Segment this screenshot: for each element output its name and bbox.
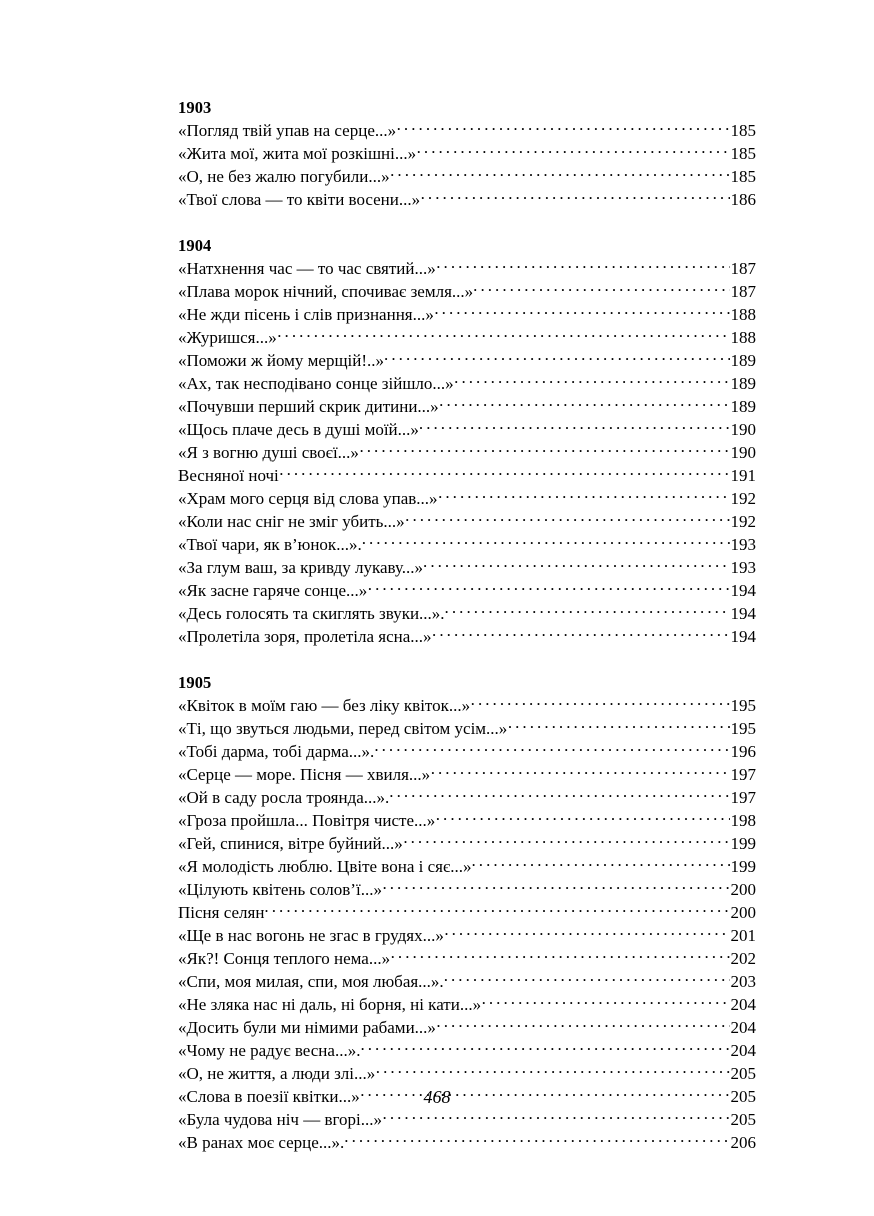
toc-entry[interactable] <box>178 280 756 303</box>
toc-entry-page-number: 196 <box>730 742 756 761</box>
toc-entry-page-number: 199 <box>730 857 756 876</box>
toc-dot-leader <box>436 1016 730 1033</box>
toc-entry-title: «Ах, так несподівано сонце зійшло...» <box>178 374 454 393</box>
toc-entry[interactable] <box>178 970 756 993</box>
toc-entry-title: «Була чудова ніч — вгорі...» <box>178 1110 383 1129</box>
toc-entry[interactable] <box>178 418 756 441</box>
toc-entry-page-number: 205 <box>730 1087 756 1106</box>
toc-entry-page-number: 189 <box>730 397 756 416</box>
toc-entry[interactable] <box>178 1108 756 1131</box>
toc-entry-title: «Гроза пройшла... Повітря чисте...» <box>178 811 436 830</box>
toc-entry[interactable] <box>178 165 756 188</box>
toc-entry-page-number: 188 <box>730 328 756 347</box>
toc-entry[interactable] <box>178 395 756 418</box>
toc-entry-title: «Квіток в моїм гаю — без ліку квіток...» <box>178 696 471 715</box>
section-year-heading: 1903 <box>178 98 212 117</box>
toc-entry-title: «За глум ваш, за кривду лукаву...» <box>178 558 424 577</box>
toc-dot-leader <box>417 142 730 159</box>
toc-entry-title: Пісня селян <box>178 903 265 922</box>
toc-entry-title: Весняної ночі <box>178 466 279 485</box>
toc-section <box>178 671 756 1154</box>
toc-entry[interactable] <box>178 188 756 211</box>
toc-entry-page-number: 193 <box>730 558 756 577</box>
toc-entry[interactable] <box>178 1131 756 1154</box>
toc-entry-title: «Ще в нас вогонь не згас в грудях...» <box>178 926 444 945</box>
toc-entry[interactable] <box>178 510 756 533</box>
toc-entry[interactable] <box>178 303 756 326</box>
toc-dot-leader <box>434 303 730 320</box>
toc-entry-page-number: 200 <box>730 903 756 922</box>
toc-dot-leader <box>264 901 730 918</box>
toc-entry-title: «В ранах моє серце...». <box>178 1133 345 1152</box>
toc-entry[interactable] <box>178 740 756 763</box>
toc-entry-page-number: 194 <box>730 604 756 623</box>
toc-entry-page-number: 190 <box>730 420 756 439</box>
toc-entry-title: «Досить були ми німими рабами...» <box>178 1018 436 1037</box>
toc-entry-title: «Я з вогню душі своєї...» <box>178 443 359 462</box>
toc-entry-title: «Цілують квітень солов’ї...» <box>178 880 382 899</box>
toc-entry-title: «Твої чари, як в’юнок...». <box>178 535 362 554</box>
toc-dot-leader <box>360 1039 730 1056</box>
toc-entry-title: «Жита мої, жита мої розкішні...» <box>178 144 417 163</box>
toc-entry[interactable] <box>178 901 756 924</box>
toc-dot-leader <box>444 924 730 941</box>
toc-entry-page-number: 193 <box>730 535 756 554</box>
toc-section <box>178 234 756 648</box>
toc-entry-page-number: 201 <box>730 926 756 945</box>
toc-dot-leader <box>374 740 730 757</box>
toc-entry[interactable] <box>178 625 756 648</box>
toc-dot-leader <box>382 878 730 895</box>
toc-entry[interactable] <box>178 441 756 464</box>
toc-entry[interactable] <box>178 464 756 487</box>
toc-dot-leader <box>438 487 730 504</box>
toc-entry-title: «Коли нас сніг не зміг убить...» <box>178 512 405 531</box>
toc-entry-title: «Серце — море. Пісня — хвиля...» <box>178 765 431 784</box>
toc-entry-title: «Ой в саду росла троянда...». <box>178 788 390 807</box>
toc-entry-page-number: 204 <box>730 995 756 1014</box>
toc-entry-page-number: 191 <box>730 466 756 485</box>
toc-entry[interactable] <box>178 763 756 786</box>
section-year-heading: 1904 <box>178 236 212 255</box>
toc-entry[interactable] <box>178 786 756 809</box>
toc-entry-title: «Тобі дарма, тобі дарма...». <box>178 742 375 761</box>
toc-dot-leader <box>436 809 730 826</box>
toc-dot-leader <box>454 372 730 389</box>
toc-entry[interactable] <box>178 142 756 165</box>
toc-entry[interactable] <box>178 947 756 970</box>
toc-entry-page-number: 189 <box>730 374 756 393</box>
toc-entry-page-number: 204 <box>730 1041 756 1060</box>
toc-entry-page-number: 197 <box>730 788 756 807</box>
toc-dot-leader <box>376 1062 730 1079</box>
toc-entry-title: «Як засне гаряче сонце...» <box>178 581 368 600</box>
toc-entry[interactable] <box>178 533 756 556</box>
toc-dot-leader <box>436 257 730 274</box>
toc-dot-leader <box>508 717 730 734</box>
toc-dot-leader <box>389 786 730 803</box>
toc-entry-page-number: 199 <box>730 834 756 853</box>
toc-entry-page-number: 185 <box>730 144 756 163</box>
page-number: 468 <box>423 1087 451 1107</box>
toc-entry[interactable] <box>178 855 756 878</box>
toc-entry[interactable] <box>178 924 756 947</box>
toc-entry[interactable] <box>178 1016 756 1039</box>
toc-entry-title: «Я молодість люблю. Цвіте вона і сяє...» <box>178 857 472 876</box>
toc-dot-leader <box>421 188 730 205</box>
toc-entry-page-number: 205 <box>730 1110 756 1129</box>
toc-entry-page-number: 195 <box>730 696 756 715</box>
toc-entry-page-number: 192 <box>730 512 756 531</box>
toc-entry-title: «Не зляка нас ні даль, ні борня, ні кати...» <box>178 995 482 1014</box>
toc-entry-title: «Як?! Сонця теплого нема...» <box>178 949 391 968</box>
toc-entry-page-number: 185 <box>730 121 756 140</box>
toc-entry[interactable] <box>178 993 756 1016</box>
toc-entry-title: «Гей, спинися, вітре буйний...» <box>178 834 403 853</box>
toc-entry-title: «Чому не радує весна...». <box>178 1041 361 1060</box>
toc-entry-page-number: 195 <box>730 719 756 738</box>
toc-entry-page-number: 204 <box>730 1018 756 1037</box>
toc-entry-page-number: 194 <box>730 627 756 646</box>
toc-entry-page-number: 198 <box>730 811 756 830</box>
toc-entry-page-number: 203 <box>730 972 756 991</box>
toc-entry[interactable] <box>178 1062 756 1085</box>
toc-entry[interactable] <box>178 1039 756 1062</box>
toc-dot-leader <box>391 947 730 964</box>
toc-dot-leader <box>473 280 730 297</box>
toc-entry-page-number: 188 <box>730 305 756 324</box>
toc-entry[interactable] <box>178 602 756 625</box>
toc-entry-title: «Твої слова — то квіти восени...» <box>178 190 421 209</box>
toc-entry-page-number: 205 <box>730 1064 756 1083</box>
toc-dot-leader <box>362 533 730 550</box>
toc-entry[interactable] <box>178 349 756 372</box>
toc-entry-page-number: 194 <box>730 581 756 600</box>
toc-entry-title: «Слова в поезії квітки...» <box>178 1087 360 1106</box>
toc-entry[interactable] <box>178 809 756 832</box>
toc-entry-page-number: 185 <box>730 167 756 186</box>
toc-entry[interactable] <box>178 717 756 740</box>
toc-dot-leader <box>445 602 730 619</box>
section-year-heading: 1905 <box>178 673 212 692</box>
toc-entry-title: «Поможи ж йому мерщій!..» <box>178 351 385 370</box>
toc-dot-leader <box>279 464 730 481</box>
toc-entry[interactable] <box>178 878 756 901</box>
toc-dot-leader <box>384 349 730 366</box>
toc-dot-leader <box>405 510 730 527</box>
toc-dot-leader <box>431 763 730 780</box>
toc-entry-page-number: 200 <box>730 880 756 899</box>
toc-entry[interactable] <box>178 487 756 510</box>
toc-dot-leader <box>471 694 730 711</box>
toc-entry-title: «Натхнення час — то час святий...» <box>178 259 436 278</box>
toc-entry[interactable] <box>178 694 756 717</box>
toc-dot-leader <box>359 441 730 458</box>
toc-dot-leader <box>482 993 730 1010</box>
toc-entry[interactable] <box>178 326 756 349</box>
toc-entry-page-number: 192 <box>730 489 756 508</box>
toc-entry-page-number: 202 <box>730 949 756 968</box>
toc-entry-title: «Журишся...» <box>178 328 277 347</box>
toc-dot-leader <box>344 1131 730 1148</box>
toc-entry[interactable] <box>178 579 756 602</box>
toc-entry[interactable] <box>178 119 756 142</box>
toc-entry-title: «Спи, моя милая, спи, моя любая...». <box>178 972 444 991</box>
table-of-contents <box>178 96 756 1154</box>
toc-entry[interactable] <box>178 372 756 395</box>
toc-section <box>178 96 756 211</box>
toc-dot-leader <box>383 1108 730 1125</box>
toc-dot-leader <box>472 855 731 872</box>
toc-dot-leader <box>397 119 730 136</box>
toc-entry-page-number: 186 <box>730 190 756 209</box>
toc-entry-title: «Пролетіла зоря, пролетіла ясна...» <box>178 627 432 646</box>
toc-dot-leader <box>277 326 730 343</box>
toc-entry-title: «Ті, що звуться людьми, перед світом усім...» <box>178 719 508 738</box>
toc-dot-leader <box>423 556 730 573</box>
toc-entry-page-number: 206 <box>730 1133 756 1152</box>
toc-entry[interactable] <box>178 556 756 579</box>
toc-entry-title: «О, не життя, а люди злі...» <box>178 1064 376 1083</box>
toc-entry-title: «Почувши перший скрик дитини...» <box>178 397 439 416</box>
toc-entry-title: «Щось плаче десь в душі моїй...» <box>178 420 419 439</box>
toc-entry-title: «Не жди пісень і слів признання...» <box>178 305 434 324</box>
toc-entry-title: «Погляд твій упав на серце...» <box>178 121 397 140</box>
toc-entry[interactable] <box>178 832 756 855</box>
toc-entry-title: «Храм мого серця від слова упав...» <box>178 489 438 508</box>
toc-entry-title: «О, не без жалю погубили...» <box>178 167 390 186</box>
toc-entry-page-number: 187 <box>730 259 756 278</box>
toc-dot-leader <box>432 625 730 642</box>
toc-entry-title: «Десь голосять та скиглять звуки...». <box>178 604 445 623</box>
toc-entry-page-number: 197 <box>730 765 756 784</box>
toc-entry-page-number: 187 <box>730 282 756 301</box>
toc-entry-page-number: 189 <box>730 351 756 370</box>
toc-dot-leader <box>390 165 730 182</box>
toc-entry[interactable] <box>178 257 756 280</box>
toc-dot-leader <box>439 395 730 412</box>
toc-dot-leader <box>368 579 730 596</box>
toc-entry-page-number: 190 <box>730 443 756 462</box>
toc-dot-leader <box>419 418 730 435</box>
toc-entry-title: «Плава морок нічний, спочиває земля...» <box>178 282 474 301</box>
toc-dot-leader <box>403 832 730 849</box>
toc-dot-leader <box>444 970 730 987</box>
